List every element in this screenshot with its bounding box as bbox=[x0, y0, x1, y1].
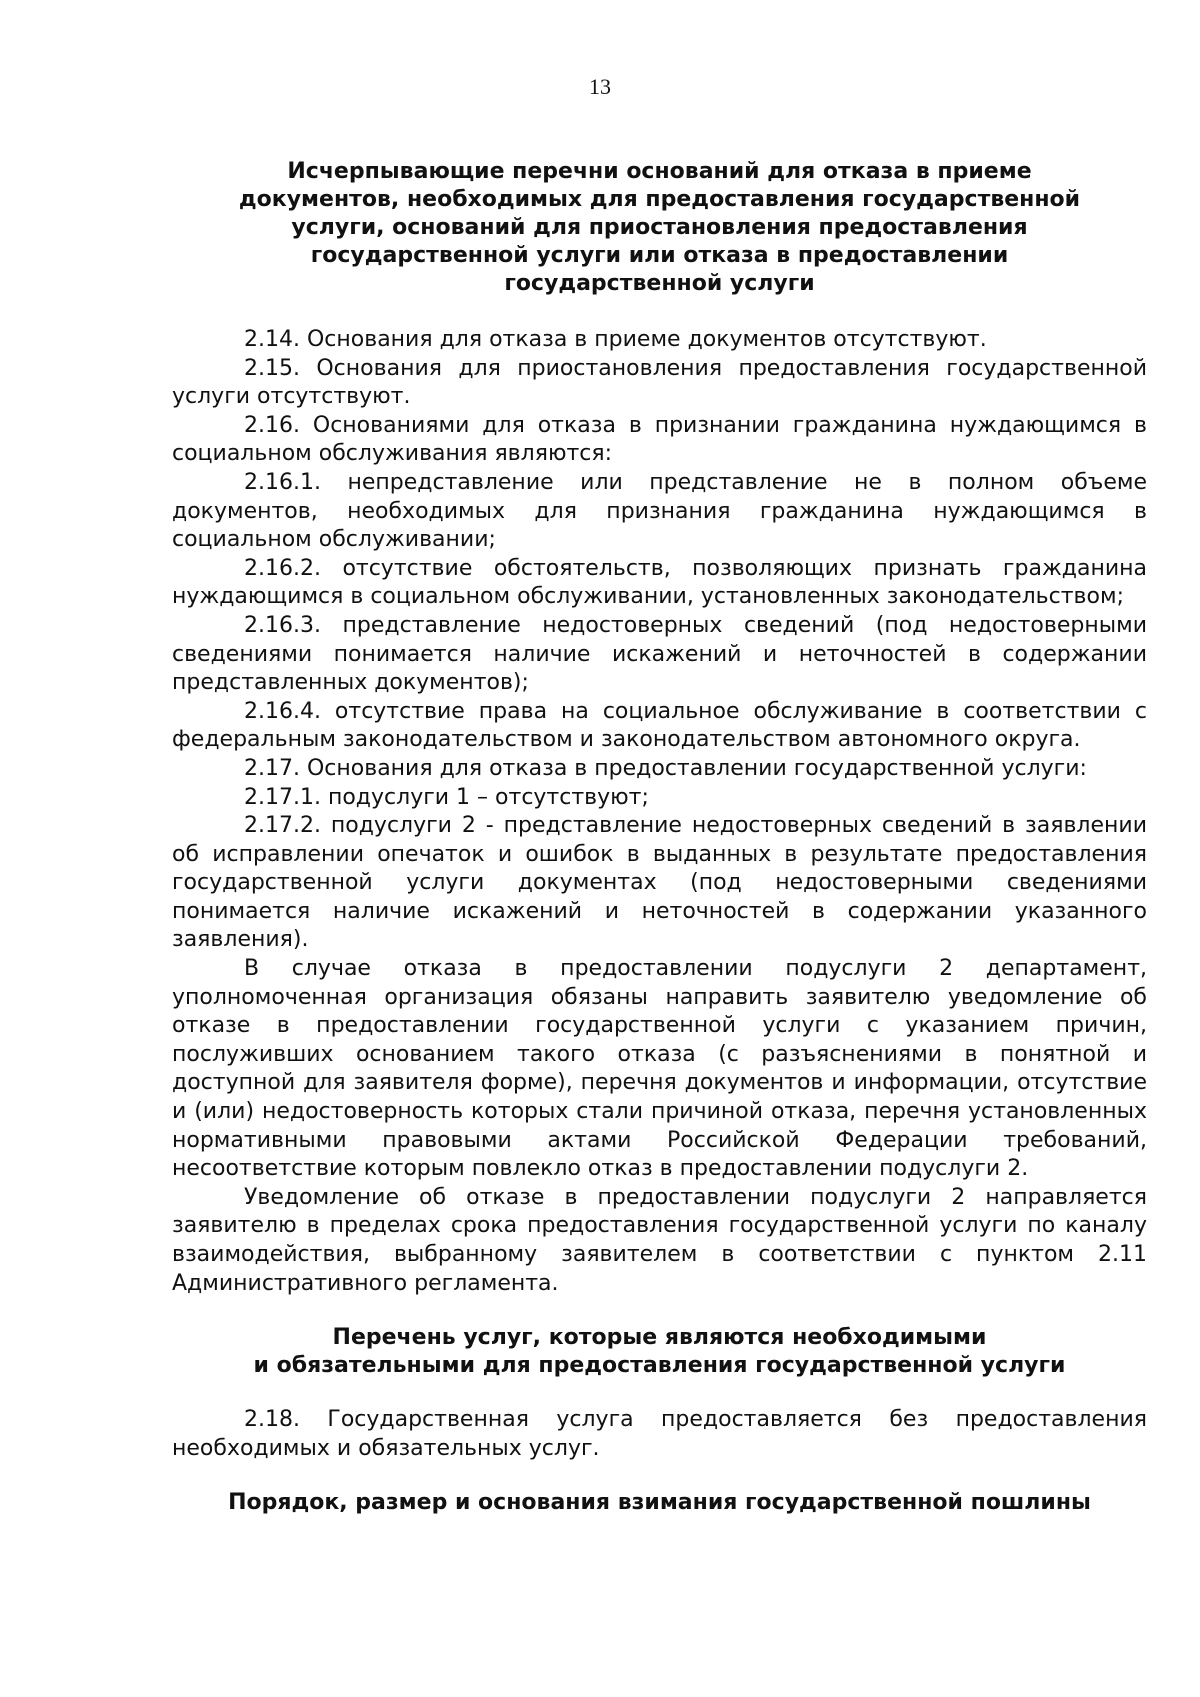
heading-line: государственной услуги bbox=[504, 271, 815, 296]
heading-line: и обязательными для предоставления государственной услуги bbox=[253, 1353, 1066, 1379]
paragraph-2-16-4: 2.16.4. отсутствие права на социальное обслуживание в соответствии с федеральным законодательством и законодательством автономного округа. bbox=[172, 698, 1147, 753]
page-number: 13 bbox=[589, 74, 611, 99]
heading-line: документов, необходимых для предоставления государственной bbox=[238, 187, 1081, 212]
paragraph-2-18: 2.18. Государственная услуга предоставляется без предоставления необходимых и обязательных услуг. bbox=[172, 1407, 1147, 1461]
paragraph-2-17-1: 2.17.1. подуслуги 1 – отсутствуют; bbox=[244, 784, 649, 810]
paragraph-refusal-notice: В случае отказа в предоставлении подуслуги 2 департамент, уполномоченная организация обязаны направить заявителю уведомление об отказе в предоставлении государственной услуги с указанием причин, послуживших основанием такого отказа (с разъяснениями в понятной и доступной для заявителя форме), перечня документов и информации, отсутствие и (или) недостоверность которых стали причиной отказа, перечня установленных нормативными правовыми актами Российской Федерации требований, несоответствие которым повлекло отказ в предоставлении подуслуги 2. bbox=[172, 956, 1147, 1182]
heading-line: услуги, оснований для приостановления предоставления bbox=[291, 215, 1028, 240]
paragraph-2-16-3: 2.16.3. представление недостоверных сведений (под недостоверными сведениями понимается наличие искажений и неточностей в содержании представленных документов); bbox=[172, 612, 1147, 696]
paragraph-2-16: 2.16. Основаниями для отказа в признании гражданина нуждающимся в социальном обслуживания являются: bbox=[172, 412, 1147, 467]
paragraph-2-17: 2.17. Основания для отказа в предоставлении государственной услуги: bbox=[244, 755, 1087, 781]
section-heading-required-services bbox=[172, 1324, 1147, 1380]
paragraph-notice-delivery: Уведомление об отказе в предоставлении подуслуги 2 направляется заявителю в пределах срока предоставления государственной услуги по каналу взаимодействия, выбранному заявителем в соответствии с пунктом 2.11 Административного регламента. bbox=[172, 1184, 1147, 1296]
paragraph-2-16-2: 2.16.2. отсутствие обстоятельств, позволяющих признать гражданина нуждающимся в социальном обслуживании, установленных законодательством; bbox=[172, 555, 1147, 610]
heading-line: государственной услуги или отказа в предоставлении bbox=[310, 243, 1009, 268]
paragraph-2-17-2: 2.17.2. подуслуги 2 - представление недостоверных сведений в заявлении об исправлении опечаток и ошибок в выданных в результате предоставления государственной услуги документах (под недостоверными сведениями понимается наличие искажений и неточностей в содержании указанного заявления). bbox=[172, 813, 1147, 953]
section-heading-refusal-grounds bbox=[172, 158, 1147, 298]
section-heading-state-fee bbox=[172, 1489, 1147, 1517]
paragraph-2-16-1: 2.16.1. непредставление или представление не в полном объеме документов, необходимых для признания гражданина нуждающимся в социальном обслуживании; bbox=[172, 469, 1147, 553]
heading-line: Исчерпывающие перечни оснований для отказа в приеме bbox=[287, 159, 1032, 184]
paragraph-2-15: 2.15. Основания для приостановления предоставления государственной услуги отсутствуют. bbox=[172, 355, 1147, 410]
heading-line: Перечень услуг, которые являются необходимыми bbox=[332, 1325, 987, 1351]
heading-line: Порядок, размер и основания взимания государственной пошлины bbox=[228, 1490, 1091, 1516]
paragraph-2-14: 2.14. Основания для отказа в приеме документов отсутствуют. bbox=[244, 327, 987, 352]
document-body bbox=[172, 158, 1147, 1517]
